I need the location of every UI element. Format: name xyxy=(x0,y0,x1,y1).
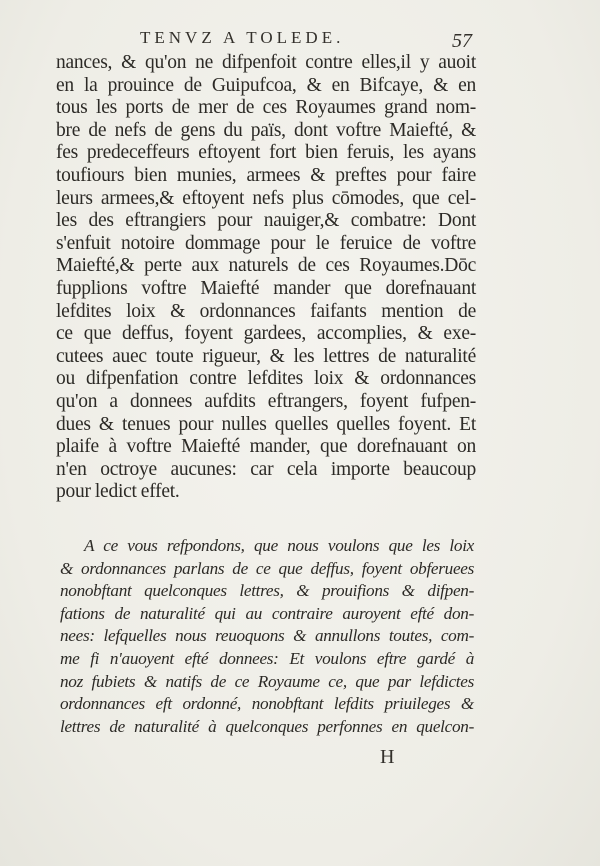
main-text-block xyxy=(56,52,476,504)
text-line: s'enfuit notoire dommage pour le feruice de voftre xyxy=(56,232,476,254)
text-line: nances, & qu'on ne difpenfoit contre elles,il y auoit xyxy=(56,52,476,73)
signature-mark: H xyxy=(380,746,395,768)
italic-line: me fi n'auoyent efté donnees: Et voulons eftre gardé à xyxy=(60,648,474,668)
text-line: Maiefté,& perte aux naturels de ces Royaumes.Dōc xyxy=(56,255,476,277)
text-line: bre de nefs de gens du païs, dont voftre Maiefté, & xyxy=(56,119,476,141)
italic-line: nees: lefquelles nous reuoquons & annullons toutes, com- xyxy=(60,626,474,646)
text-line: n'en octroye aucunes: car cela importe beaucoup xyxy=(56,458,476,480)
italic-line: fations de naturalité qui au contraire auroyent efté don- xyxy=(60,603,474,623)
text-line: lefdites loix & ordonnances faifants mention de xyxy=(56,300,476,322)
text-line: ce que deffus, foyent gardees, accomplies, & exe- xyxy=(56,323,476,345)
page-number: 57 xyxy=(452,30,472,52)
response-text-block xyxy=(60,535,474,738)
text-line: tous les ports de mer de ces Royaumes grand nom- xyxy=(56,97,476,119)
italic-line: nonobftant quelconques lettres, & prouifions & difpen- xyxy=(60,581,474,601)
text-line: en la prouince de Guipufcoa, & en Bifcaye, & en xyxy=(56,74,476,96)
text-line: plaife à voftre Maiefté mander, que dorefnauant on xyxy=(56,436,476,458)
text-line: fupplions voftre Maiefté mander que dorefnauant xyxy=(56,277,476,299)
text-line: dues & tenues pour nulles quelles quelles foyent. Et xyxy=(56,413,476,435)
text-line: fes predeceffeurs eftoyent fort bien feruis, les ayans xyxy=(56,142,476,164)
italic-line: lettres de naturalité à quelconques perfonnes en quelcon- xyxy=(60,716,474,736)
text-line: les des eftrangiers pour nauiger,& combatre: Dont xyxy=(56,210,476,232)
text-line: leurs armees,& eftoyent nefs plus cōmodes, que cel- xyxy=(56,187,476,209)
text-line: toufiours bien munies, armees & preftes pour faire xyxy=(56,164,476,186)
italic-line: A ce vous refpondons, que nous voulons que les loix xyxy=(84,536,474,555)
italic-line: & ordonnances parlans de ce que deffus, foyent obferuees xyxy=(60,558,474,578)
running-title: TENVZ A TOLEDE. xyxy=(140,28,345,47)
italic-line: noz fubiets & natifs de ce Royaume ce, que par lefdictes xyxy=(60,671,474,691)
text-line: cutees auec toute rigueur, & les lettres de naturalité xyxy=(56,345,476,367)
text-line: pour ledict effet. xyxy=(56,481,180,503)
text-line: qu'on a donnees aufdits eftrangers, foyent fufpen- xyxy=(56,390,476,412)
italic-line: ordonnances eft ordonné, nonobftant lefdits priuileges & xyxy=(60,694,474,714)
text-line: ou difpenfation contre lefdites loix & ordonnances xyxy=(56,368,476,390)
